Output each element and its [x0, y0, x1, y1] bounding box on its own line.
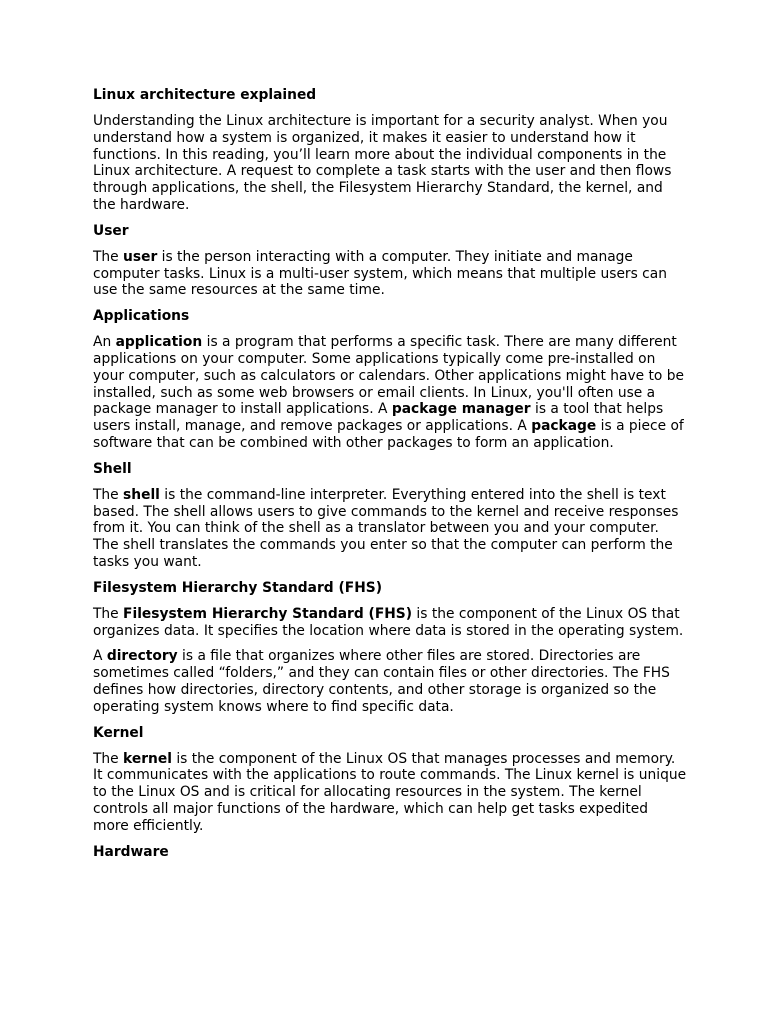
text-run: is the person interacting with a computer. They initiate and manage computer tasks. Linux is a multi-user system, which means that multiple users can use the same resources at the same time. — [93, 248, 667, 299]
section-heading-hardware: Hardware — [93, 843, 169, 860]
user-paragraph — [93, 249, 688, 299]
text-run: is a file that organizes where other files are stored. Directories are sometimes called “folders,” and they can contain files or other directories. The FHS defines how directories, directory contents, and other storage is organized so the operating system knows where to find specific data. — [93, 648, 670, 715]
text-run: is the component of the Linux OS that organizes data. It specifies the location where data is stored in the operating system. — [93, 605, 684, 639]
text-run: The — [93, 750, 124, 767]
term-package: package — [531, 418, 597, 435]
text-run: is the component of the Linux OS that manages processes and memory. It communicates with the applications to route commands. The Linux kernel is unique to the Linux OS and is critical for allocating resources in the system. The kernel controls all major functions of the hardware, which can help get tasks expedited more efficiently. — [93, 750, 687, 834]
term-directory: directory — [106, 648, 178, 665]
intro-paragraph: Understanding the Linux architecture is important for a security analyst. When you understand how a system is organized, it makes it easier to understand how it functions. In this reading, you’ll learn more about the individual components in the Linux architecture. A request to complete a task starts with the user and then flows through applications, the shell, the Filesystem Hierarchy Standard, the kernel, and the hardware. — [93, 113, 672, 213]
text-run: The — [93, 605, 124, 622]
text-run: A — [93, 648, 107, 665]
term-user: user — [123, 248, 158, 265]
fhs-paragraph — [93, 606, 688, 640]
text-run: An — [93, 334, 116, 351]
directory-paragraph — [93, 648, 688, 715]
text-run: is a program that performs a specific task. There are many different applications on your computer. Some applications typically come pre-installed on your computer, such as calculators or calendars. Other applications might have to be installed, such as some web browsers or email clients. In Linux, you'll often use a package manager to install applications. A — [93, 334, 684, 418]
document-title: Linux architecture explained — [93, 87, 317, 103]
term-fhs: Filesystem Hierarchy Standard (FHS) — [123, 605, 413, 622]
applications-paragraph — [93, 334, 688, 452]
text-run: is a tool that helps users install, manage, and remove packages or applications. A — [93, 401, 664, 435]
section-heading-shell: Shell — [93, 460, 132, 477]
section-heading-applications: Applications — [93, 308, 190, 325]
term-shell: shell — [123, 486, 160, 503]
term-kernel: kernel — [123, 750, 172, 767]
text-run: The — [93, 486, 124, 503]
text-run: is the command-line interpreter. Everything entered into the shell is text based. The shell allows users to give commands to the kernel and receive responses from it. You can think of the shell as a translator between you and your computer. The shell translates the commands you enter so that the computer can perform the tasks you want. — [93, 486, 679, 570]
shell-paragraph — [93, 487, 688, 571]
section-heading-kernel: Kernel — [93, 724, 144, 741]
kernel-paragraph — [93, 751, 688, 835]
text-run: The — [93, 248, 124, 265]
term-application: application — [115, 334, 203, 351]
section-heading-fhs: Filesystem Hierarchy Standard (FHS) — [93, 579, 382, 596]
term-package-manager: package manager — [391, 401, 531, 418]
section-heading-user: User — [93, 222, 129, 239]
text-run: is a piece of software that can be combined with other packages to form an application. — [93, 418, 684, 451]
